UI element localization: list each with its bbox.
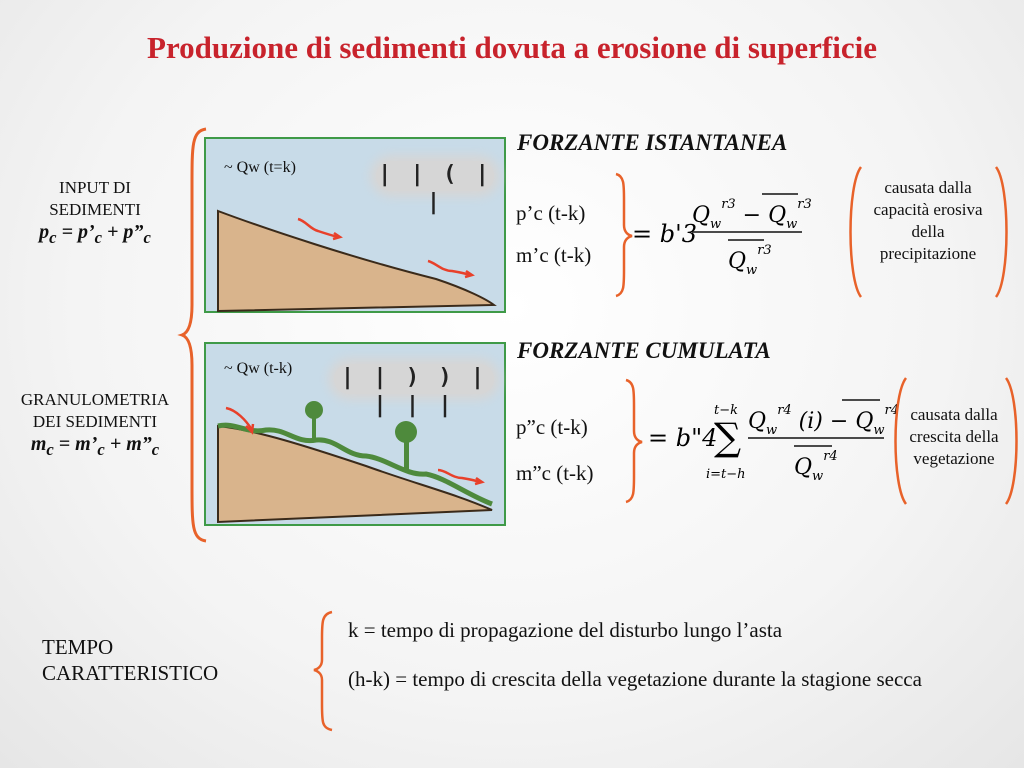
qw-label-bottom: ~ Qw (t-k)	[224, 360, 293, 377]
svg-text:Qwr3: $Q_w^{r3}$	[728, 243, 772, 278]
svg-text:Qwr4: $Q_w^{r4}$	[794, 449, 838, 484]
tempo-line-k: k = tempo di propagazione del disturbo lungo l’asta	[348, 618, 783, 642]
tree-icon-left	[305, 401, 323, 440]
note-cumulata-l3: vegetazione	[913, 449, 995, 468]
granulo-label-line1: GRANULOMETRIA	[20, 390, 170, 409]
tempo-label-l2: CARATTERISTICO	[42, 661, 219, 685]
brace-istantanea	[612, 170, 634, 300]
note-istantanea-l4: precipitazione	[879, 244, 977, 263]
granulo-label-line2: DEI SEDIMENTI	[32, 412, 158, 431]
svg-text:∑: ∑	[714, 415, 742, 459]
granulometria-block	[4, 389, 186, 461]
tempo-label	[42, 634, 218, 686]
slope-panel-top	[204, 137, 506, 313]
input-formula: $p_c$ = $p’_c$ + $p”_c$	[39, 221, 151, 247]
slope-panel-bottom	[204, 342, 506, 526]
svg-text:Qwr3 − Qwr3: $Q_w^{r3} - Q_w^{r3}$	[692, 197, 812, 232]
var-p-prime: p’c (t-k)	[516, 201, 586, 225]
brace-tempo	[310, 608, 336, 734]
rain-cloud-icon-top: | | ( | |	[376, 161, 494, 191]
input-label-line2: SEDIMENTI	[49, 200, 141, 219]
heading-forzante-cumulata: FORZANTE CUMULATA	[517, 338, 771, 363]
var-m-prime: m’c (t-k)	[516, 243, 592, 267]
note-cumulata-l2: crescita della	[909, 427, 999, 446]
brace-cumulata	[622, 376, 644, 506]
note-cumulata	[896, 404, 1012, 470]
heading-forzante-istantanea: FORZANTE ISTANTANEA	[517, 130, 788, 155]
input-label-line1: INPUT DI	[59, 178, 131, 197]
sum-lower: i=t−h	[706, 467, 746, 482]
coef-istantanea: = b'3	[632, 220, 697, 248]
formula-cumulata	[644, 396, 899, 496]
tempo-line-hk: (h-k) = tempo di crescita della vegetazione durante la stagione secca	[348, 667, 922, 691]
tree-icon-right	[395, 421, 417, 470]
granulo-formula: $m_c$ = $m’_c$ + $m”_c$	[30, 433, 160, 459]
sum-upper: t−k	[714, 403, 738, 418]
slide-title: Produzione di sedimenti dovuta a erosione di superficie	[147, 30, 877, 65]
qw-label-top: ~ Qw (t=k)	[224, 159, 296, 176]
rain-cloud-icon-bottom: | | ) ) | | | |	[334, 364, 494, 394]
note-istantanea	[858, 177, 998, 265]
var-m-double: m”c (t-k)	[516, 461, 594, 485]
var-p-double: p”c (t-k)	[516, 415, 588, 439]
input-sedimenti-block	[10, 177, 180, 249]
svg-text:Qwr4 (i) − Qwr4: $Q_w^{r4}$ $(i) - Q_w^{r4}$	[748, 403, 899, 438]
coef-cumulata: = b"4	[648, 424, 718, 452]
tempo-label-l1: TEMPO	[42, 635, 114, 659]
note-istantanea-l3: della	[911, 222, 945, 241]
formula-istantanea	[632, 182, 822, 282]
note-istantanea-l1: causata dalla	[884, 178, 972, 197]
note-cumulata-l1: causata dalla	[910, 405, 998, 424]
note-istantanea-l2: capacità erosiva	[873, 200, 983, 219]
